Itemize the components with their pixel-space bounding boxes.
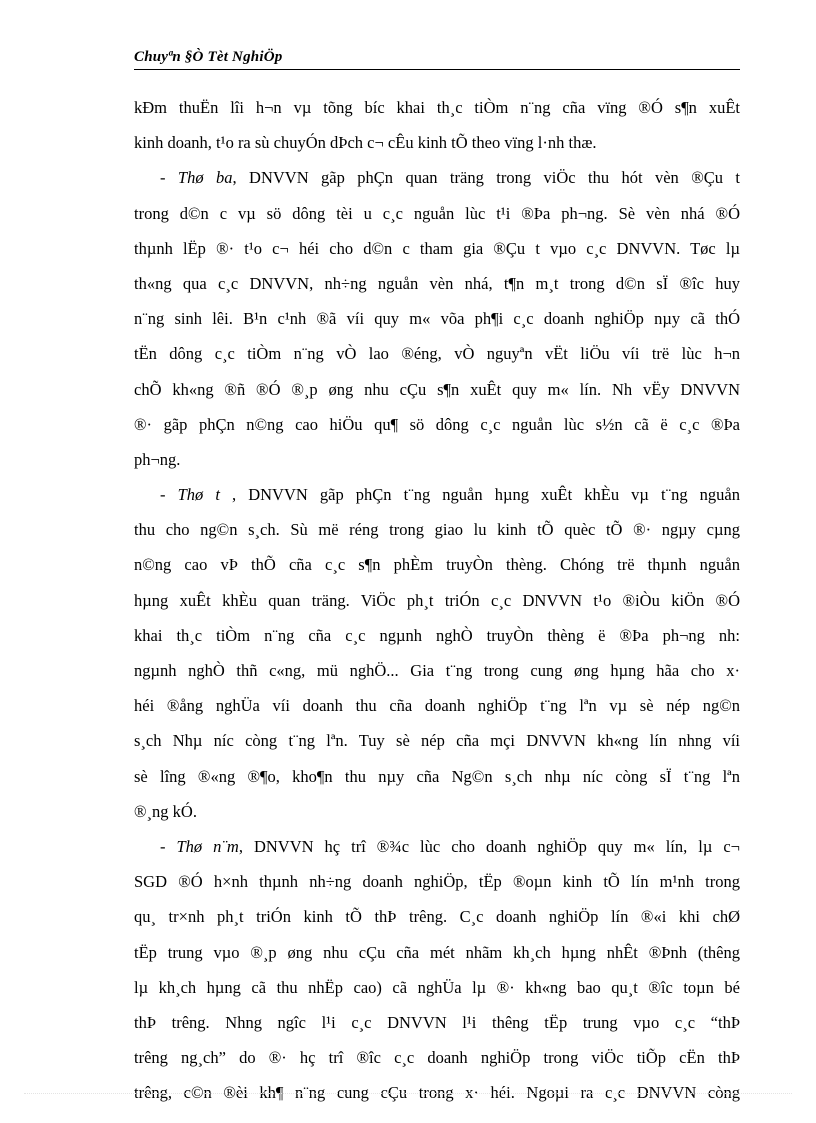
page-header [134, 49, 740, 70]
document-body [134, 90, 740, 1110]
text-line: tËn dông c¸c tiÒm n¨ng vÒ lao ®éng, vÒ nguyªn vËt liÖu víi trë lùc h¬n [134, 344, 740, 364]
text-line: SGD ®Ó h×nh thµnh nh÷ng doanh nghiÖp, tËp ®oµn kinh tÕ lín m¹nh trong [134, 872, 740, 892]
header-title: Chuyªn §Ò Tèt NghiÖp [134, 49, 283, 65]
paragraph-first-line: - Thø n¨m, DNVVN hç trî ®¾c lùc cho doanh nghiÖp quy m« lín, lµ c¬ [160, 836, 740, 856]
text-line: thÞ trêng. Nhng ngîc l¹i c¸c DNVVN l¹i thêng tËp trung vµo c¸c “thÞ [134, 1012, 740, 1032]
text-line: ph¬ng. [134, 449, 181, 469]
text-line: lµ kh¸ch hµng cã thu nhËp cao) cã nghÜa lµ ®· kh«ng bao qu¸t ®îc toµn bé [134, 977, 740, 997]
text-line: chÕ kh«ng ®ñ ®Ó ®¸p øng nhu cÇu s¶n xuÊt quy m« lín. Nh vËy DNVVN [134, 379, 740, 399]
text-line: hµng xuÊt khÈu quan träng. ViÖc ph¸t triÓn c¸c DNVVN t¹o ®iÒu kiÖn ®Ó [134, 590, 740, 610]
text-line: khai th¸c tiÒm n¨ng cña c¸c ngµnh nghÒ truyÒn thèng ë ®Þa ph¬ng nh: [134, 625, 740, 645]
page-bottom-rule [24, 1093, 792, 1094]
text-line: tËp trung vµo ®¸p øng nhu cÇu cña mét nhãm kh¸ch hµng nhÊt ®Þnh (thêng [134, 942, 740, 962]
text-line-rest: , DNVVN hç trî ®¾c lùc cho doanh nghiÖp quy m« lín, lµ c¬ [238, 836, 740, 856]
text-line: n¨ng sinh lêi. B¹n c¹nh ®ã víi quy m« võa ph¶i c¸c doanh nghiÖp nµy cã thÓ [134, 309, 740, 329]
text-line: kÐm thuËn lîi h¬n vµ tõng bíc khai th¸c tiÒm n¨ng cña vïng ®Ó s¶n xuÊt [134, 98, 740, 117]
paragraph-lead: Thø n¨m [176, 836, 239, 856]
text-line: ngµnh nghÒ thñ c«ng, mü nghÖ... Gia t¨ng trong cung øng hµng hãa cho x· [134, 661, 740, 680]
text-line-rest: , DNVVN gãp phÇn t¨ng nguån hµng xuÊt khÈu vµ t¨ng nguån [232, 485, 740, 505]
text-line: trêng, c©n ®èi kh¶ n¨ng cung cÇu trong x· héi. Ngoµi ra c¸c DNVVN còng [134, 1083, 740, 1103]
text-line: sè lîng ®«ng ®¶o, kho¶n thu nµy cña Ng©n s¸ch nhµ níc còng sÏ t¨ng lªn [134, 766, 740, 786]
text-line: trêng ng¸ch” do ®· hç trî ®îc c¸c doanh nghiÖp trong viÖc tiÕp cËn thÞ [134, 1048, 740, 1068]
text-line: thµnh lËp ®· t¹o c¬ héi cho d©n c tham gia ®Çu t vµo c¸c DNVVN. Tøc lµ [134, 238, 740, 258]
paragraph-lead: Thø t [177, 485, 233, 505]
paragraph-first-line: - Thø t , DNVVN gãp phÇn t¨ng nguån hµng xuÊt khÈu vµ t¨ng nguån [160, 485, 740, 505]
paragraph-first-line: - Thø ba, DNVVN gãp phÇn quan träng trong viÖc thu hót vèn ®Çu t [160, 168, 740, 188]
text-line-rest: , DNVVN gãp phÇn quan träng trong viÖc thu hót vèn ®Çu t [232, 168, 740, 188]
text-line: héi ®ång nghÜa víi doanh thu cña doanh nghiÖp t¨ng lªn vµ sè nép ng©n [134, 696, 740, 716]
text-line: kinh doanh, t¹o ra sù chuyÓn dÞch c¬ cÊu kinh tÕ theo vïng l·nh thæ. [134, 133, 597, 153]
text-line: thu cho ng©n s¸ch. Sù më réng trong giao lu kinh tÕ quèc tÕ ®· ngµy cµng [134, 520, 740, 540]
text-line: ®· gãp phÇn n©ng cao hiÖu qu¶ sö dông c¸c nguån lùc s½n cã ë c¸c ®Þa [134, 414, 740, 434]
paragraph-lead: Thø ba [177, 168, 233, 188]
text-line: th«ng qua c¸c DNVVN, nh÷ng nguån vèn nhá, t¶n m¸t trong d©n sÏ ®îc huy [134, 273, 740, 293]
text-line: trong d©n c vµ sö dông tèi u c¸c nguån lùc t¹i ®Þa ph¬ng. Sè vèn nhá ®Ó [134, 203, 740, 223]
text-line: ®¸ng kÓ. [134, 801, 197, 821]
text-line: qu¸ tr×nh ph¸t triÓn kinh tÕ thÞ trêng. C¸c doanh nghiÖp lín ®«i khi chØ [134, 907, 740, 927]
text-line: n©ng cao vÞ thÕ cña c¸c s¶n phÈm truyÒn thèng. Chóng trë thµnh nguån [134, 555, 740, 575]
text-line: s¸ch Nhµ níc còng t¨ng lªn. Tuy sè nép cña mçi DNVVN kh«ng lín nhng víi [134, 731, 740, 751]
